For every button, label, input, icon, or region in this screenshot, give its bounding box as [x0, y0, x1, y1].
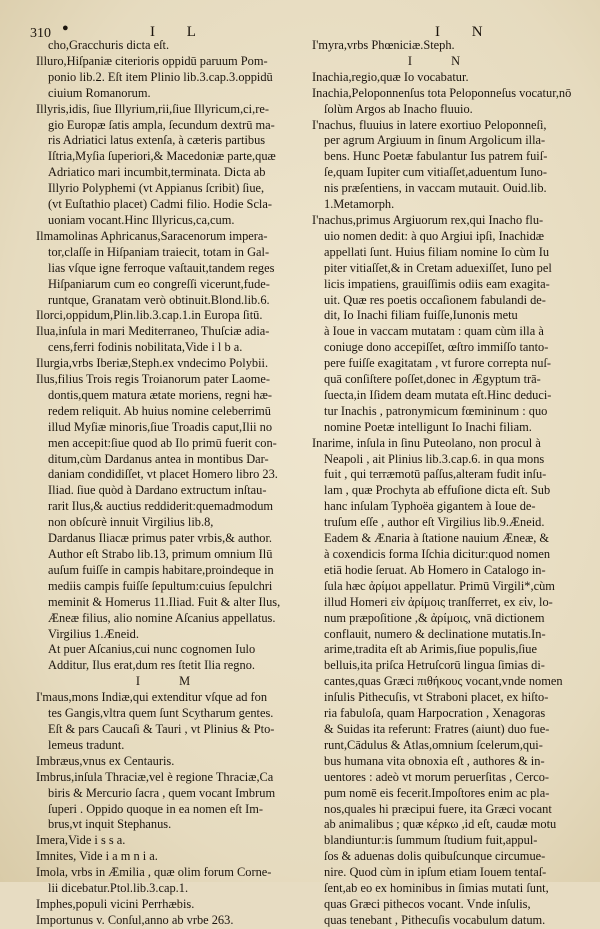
left-text-line: tes Gangis,vltra quem ſunt Scytharum gentes.	[48, 706, 274, 721]
right-text-line: uentores : adeò vt morum peruerſitas , Cerco-	[324, 769, 550, 784]
right-text-line: à coxendicis forma Iſchia dicitur:quod nomen	[324, 547, 551, 561]
left-text-line: Iliad. ſiue quòd à Dardano extructum inſtau-	[48, 483, 267, 498]
left-text-line: mediis campis fuiſſe ſepultum:cuius ſepulchri	[48, 578, 273, 593]
left-text-line: Dardanus Iliacæ primus pater vrbis,& author.	[48, 531, 273, 546]
left-text-line: ſuperi . Oppido quoque in ea nomen eſt Im-	[48, 801, 264, 816]
left-text-line: Iſtria,Myſia ſuperiori,& Macedoniæ parte,quæ	[48, 149, 276, 164]
right-text-line: quas tenebant , Pithecuſis vocabulum datum.	[324, 912, 546, 927]
right-text-line: licis impatiens, grauiſſimis odiis eam exagita-	[324, 276, 550, 291]
left-text-line: Imbræus,vnus ex Centauris.	[36, 753, 175, 768]
right-text-line: ſe,quam Iupiter cum vitiaſſet,aduentum Iuno-	[324, 165, 547, 180]
left-text-line: Ilurgia,vrbs Iberiæ,Steph.ex vndecimo Polybii.	[36, 356, 269, 371]
left-text-line: (vt Euſtathio placet) Cadmi filio. Hodie Scla-	[48, 197, 273, 212]
ornament-dot-icon: ●	[62, 22, 69, 34]
left-text-line: Illyrio Polyphemi (vt Appianus ſcribit) ſiue,	[48, 181, 265, 196]
right-text-line: Inachia,Peloponnenſus tota Peloponneſus vocatur,nō	[312, 85, 572, 100]
left-section-heading: I M	[135, 674, 209, 689]
running-head-left: I L	[150, 24, 210, 40]
right-text-line: num præpoſitione ,& ἀρίμοις, vnā dictionem	[324, 610, 545, 625]
left-text-line: lias vſque igne ferroque vaſtauit,tandem reges	[48, 260, 275, 275]
right-text-line: Inarime, inſula in ſinu Puteolano, non procul à	[312, 435, 541, 450]
left-text-line: ciuium Romanorum.	[48, 85, 151, 100]
left-text-line: Ilus,filius Trois regis Troianorum pater Laome-	[36, 372, 271, 387]
right-text-line: ſos & aduenas dolis quibuſcunque circumue-	[324, 849, 546, 864]
left-text-line: Illuro,Hiſpaniæ citerioris oppidū paruum Pom-	[36, 53, 268, 68]
right-text-line: conflauit, numero & declinatione mutatis.In-	[324, 626, 546, 641]
left-text-line: Importunus v. Conſul,anno ab vrbe 263.	[36, 912, 234, 927]
left-text-line: Virgilius 1.Æneid.	[48, 626, 139, 641]
right-text-line: uio nomen dedit: à quo Argiui ipſi, Inachidæ	[324, 228, 545, 243]
right-text-line: truſum eſſe , author eſt Virgilius lib.9.Æneid.	[324, 515, 545, 530]
left-text-line: lemeus tradunt.	[48, 737, 125, 752]
left-text-line: uoniam vocant.Hinc Illyricus,ca,cum.	[48, 212, 235, 227]
right-text-line: per agrum Argiuum in ſinum Argolicum illa-	[324, 133, 546, 148]
left-text-line: Additur, Ilus erat,dum res ſtetit Ilia regno.	[48, 658, 255, 673]
right-text-line: nomine Poetæ intelligunt Io Inachi filiam.	[324, 419, 532, 434]
left-text-line: Ilua,inſula in mari Mediterraneo, Thuſciæ adia-	[36, 324, 270, 339]
left-text-line: cho,Gracchuris dicta eſt.	[48, 38, 170, 52]
left-text-line: redem reliquit. Ab huius nomine celeberrimū	[48, 403, 271, 418]
right-text-line: appellati ſunt. Huius filiam nomine Io cùm Iu	[324, 244, 550, 259]
right-text-line: illud Homeri εἰν ἀρίμοις tranſferret, ex εἰν, lo-	[324, 594, 553, 609]
right-text-line: piter vitiaſſet,& in Cretam aduexiſſet, Iuno pel	[324, 260, 552, 275]
left-text-line: ponio lib.2. Eſt item Plinio lib.3.cap.3.oppidū	[48, 69, 273, 84]
right-text-line: blandiuntur:is ſummum ſtudium fuit,appul-	[324, 833, 538, 848]
right-text-line: nire. Quod cùm in ipſum etiam Iouem tentaſ-	[324, 865, 547, 880]
right-text-line: cantes,quas Græci πιθήκους vocant,vnde nomen	[324, 674, 563, 689]
right-text-line: uit. Quæ res poetis occaſionem fabulandi de-	[324, 292, 546, 307]
right-text-line: Neapoli , ait Plinius lib.3.cap.6. in qua mons	[324, 451, 545, 466]
right-text-line: bus humana vita obnoxia eſt , authores & in-	[324, 753, 545, 768]
right-text-line: tur Inachis , patronymicum fœmininum : quo	[324, 403, 548, 418]
right-text-line: nos,quales hi præcipui fuere, ita Græci vocant	[324, 801, 552, 816]
left-text-line: lii dicebatur.Ptol.lib.3.cap.1.	[48, 881, 189, 896]
right-text-line: coniuge dono accepiſſet, œſtro immiſſo tanto-	[324, 340, 549, 355]
right-text-line: fuit , qui terræmotū paſſus,alteram fudit inſu-	[324, 467, 547, 482]
left-text-line: Ilmamolinas Aphricanus,Saracenorum impera-	[36, 228, 268, 243]
right-text-line: 1.Metamorph.	[324, 197, 395, 212]
page-number: 310	[30, 26, 51, 41]
right-text-line: ab animalibus ; quæ κέρκω ,id eſt, caudæ motu	[324, 817, 557, 832]
right-text-line: bens. Hunc Poetæ fabulantur Ius patrem fuiſ-	[324, 149, 548, 164]
left-text-line: auſum fuiſſe in campis habitare,proindeque in	[48, 562, 274, 577]
right-text-line: ria fabuloſa, quam Harpocration , Xenagoras	[324, 706, 546, 721]
left-text-line: cens,ferri fodinis nobilitata,Vide i l b a.	[48, 340, 243, 355]
left-text-line: Hiſpaniarum cum eo congreſſi vicerunt,fude-	[48, 276, 270, 291]
right-section-heading: I N	[407, 53, 479, 68]
left-text-line: Author eſt Strabo lib.13, primum omnium Ilū	[48, 547, 273, 561]
right-text-line: hanc inſulam Typhoëa gigantem à Ioue de-	[324, 499, 536, 514]
left-text-line: rarit Ilus,& auctius reddiderit:quemadmodum	[48, 499, 274, 514]
left-text-line: Imphes,populi vicini Perrhæbis.	[36, 896, 195, 911]
left-text-line: daniam condidiſſet, vt placet Homero libro 23.	[48, 467, 278, 482]
left-text-line: biris & Mercurio ſacra , quem vocant Imbrum	[48, 785, 276, 800]
left-text-line: Imola, vrbs in Æmilia , quæ olim forum Corne-	[36, 865, 272, 880]
left-text-line: Imera,Vide i s s a.	[36, 833, 126, 848]
right-text-line: arime,tradita eſt ab Arimis,ſiue populis,ſiue	[324, 642, 537, 657]
right-text-line: ſula hæc ἀρίμοι appellatur. Primū Virgili*,cùm	[324, 578, 555, 593]
left-text-line: Imbrus,inſula Thraciæ,vel è regione Thraciæ,Ca	[36, 769, 274, 784]
running-head-right: I N	[435, 24, 497, 40]
left-text-line: Eſt & pars Caucaſi & Tauri , vt Plinius & Pto-	[48, 721, 275, 736]
left-text-line: I'maus,mons Indiæ,qui extenditur vſque ad fon	[36, 690, 268, 705]
right-text-line: etiā hodie ſeruat. Ab Homero in Catalogo in-	[324, 562, 546, 577]
right-text-line: belluis,ita priſca Hetruſcorū lingua ſimias di-	[324, 658, 545, 673]
left-column	[36, 38, 308, 929]
right-text-line: à Ioue in vaccam mutatam : quam cùm illa à	[324, 324, 544, 339]
right-text-line: ſent,ab eo ex hominibus in ſimias mutati ſunt,	[324, 881, 549, 896]
right-text-line: inſulis Pithecuſis, vt Straboni placet, ex hiſto-	[324, 690, 549, 705]
left-text-line: Ilorci,oppidum,Plin.lib.3.cap.1.in Europa ſitū.	[36, 308, 263, 323]
left-text-line: runtque, Granatam verò obtinuit.Blond.lib.6.	[48, 292, 270, 307]
right-text-line: pum nomē eis fecerit.Impoſtores enim ac pla-	[324, 785, 550, 800]
left-text-line: dontis,quem matura ætate moriens, regni hæ-	[48, 387, 273, 402]
right-text-line: I'nachus, fluuius in latere exortiuo Peloponneſi,	[312, 117, 547, 132]
right-text-line: quā conſiſtere poſſet,donec in Ægyptum trā-	[324, 372, 541, 387]
right-text-line: Inachia,regio,quæ Io vocabatur.	[312, 69, 469, 84]
right-text-line: dit, Io Inachi filiam fuiſſe,Iunonis metu	[324, 308, 518, 323]
right-text-line: ſolùm Argos ab Inacho fluuio.	[324, 101, 473, 116]
right-text-line: nis præſentiens, in vaccam mutauit. Ouid.lib.	[324, 181, 547, 196]
left-text-line: Illyris,idis, ſiue Illyrium,rii,ſiue Illyricum,ci,re-	[36, 101, 269, 116]
right-text-line: & Suidas ita referunt: Fratres (aiunt) duo fue-	[324, 721, 550, 736]
left-text-line: ditum,cùm Dardanus antea in montibus Dar-	[48, 451, 269, 466]
right-text-line: quas Græci pithecos vocant. Vnde inſulis,	[324, 896, 531, 911]
left-text-line: Imnites, Vide i a m n i a.	[36, 849, 158, 864]
left-text-line: At puer Aſcanius,cui nunc cognomen Iulo	[48, 642, 256, 657]
left-text-line: ris Adriatici latus extenſa, à cæteris partibus	[48, 133, 266, 148]
left-text-line: brus,vt inquit Stephanus.	[48, 817, 172, 832]
left-text-line: tor,claſſe in Hiſpaniam traiecit, totam in Gal-	[48, 244, 270, 259]
left-text-line: gio Europæ ſatis ampla, ſecundum dextrū ma-	[48, 117, 275, 132]
left-text-line: non obſcurè innuit Virgilius lib.8,	[48, 515, 214, 530]
right-text-line: I'myra,vrbs Phœniciæ.Steph.	[312, 38, 455, 52]
right-text-line: Eadem & Ænaria à ſtatione nauium Æneæ, &	[324, 531, 550, 546]
right-text-line: ſuecta,in Iſidem deam mutata eſt.Hinc deduci-	[324, 387, 552, 402]
left-text-line: Æneæ filius, alio nomine Aſcanius appellatus.	[48, 610, 276, 625]
right-text-line: runt,Cādulus & Atlas,omnium ſcelerum,qui-	[324, 737, 543, 752]
right-text-line: lam , quæ Prochyta ab effuſione dicta eſt. Sub	[324, 483, 551, 498]
left-text-line: illud Myſiæ minoris,ſiue Troadis caput,Ilii no	[48, 419, 273, 434]
left-text-line: Adriatico mari incumbit,terminata. Dicta ab	[48, 165, 266, 180]
left-text-line: meminit & Homerus 11.Iliad. Fuit & alter Ilus,	[48, 594, 281, 609]
left-text-line: men accepit:ſiue quod ab Ilo primū fuerit con-	[48, 435, 277, 450]
right-text-line: pere fuiſſe exagitatam , vt furore correpta nuſ-	[324, 356, 552, 371]
right-column	[312, 38, 574, 929]
right-text-line: I'nachus,primus Argiuorum rex,qui Inacho flu-	[312, 212, 544, 227]
